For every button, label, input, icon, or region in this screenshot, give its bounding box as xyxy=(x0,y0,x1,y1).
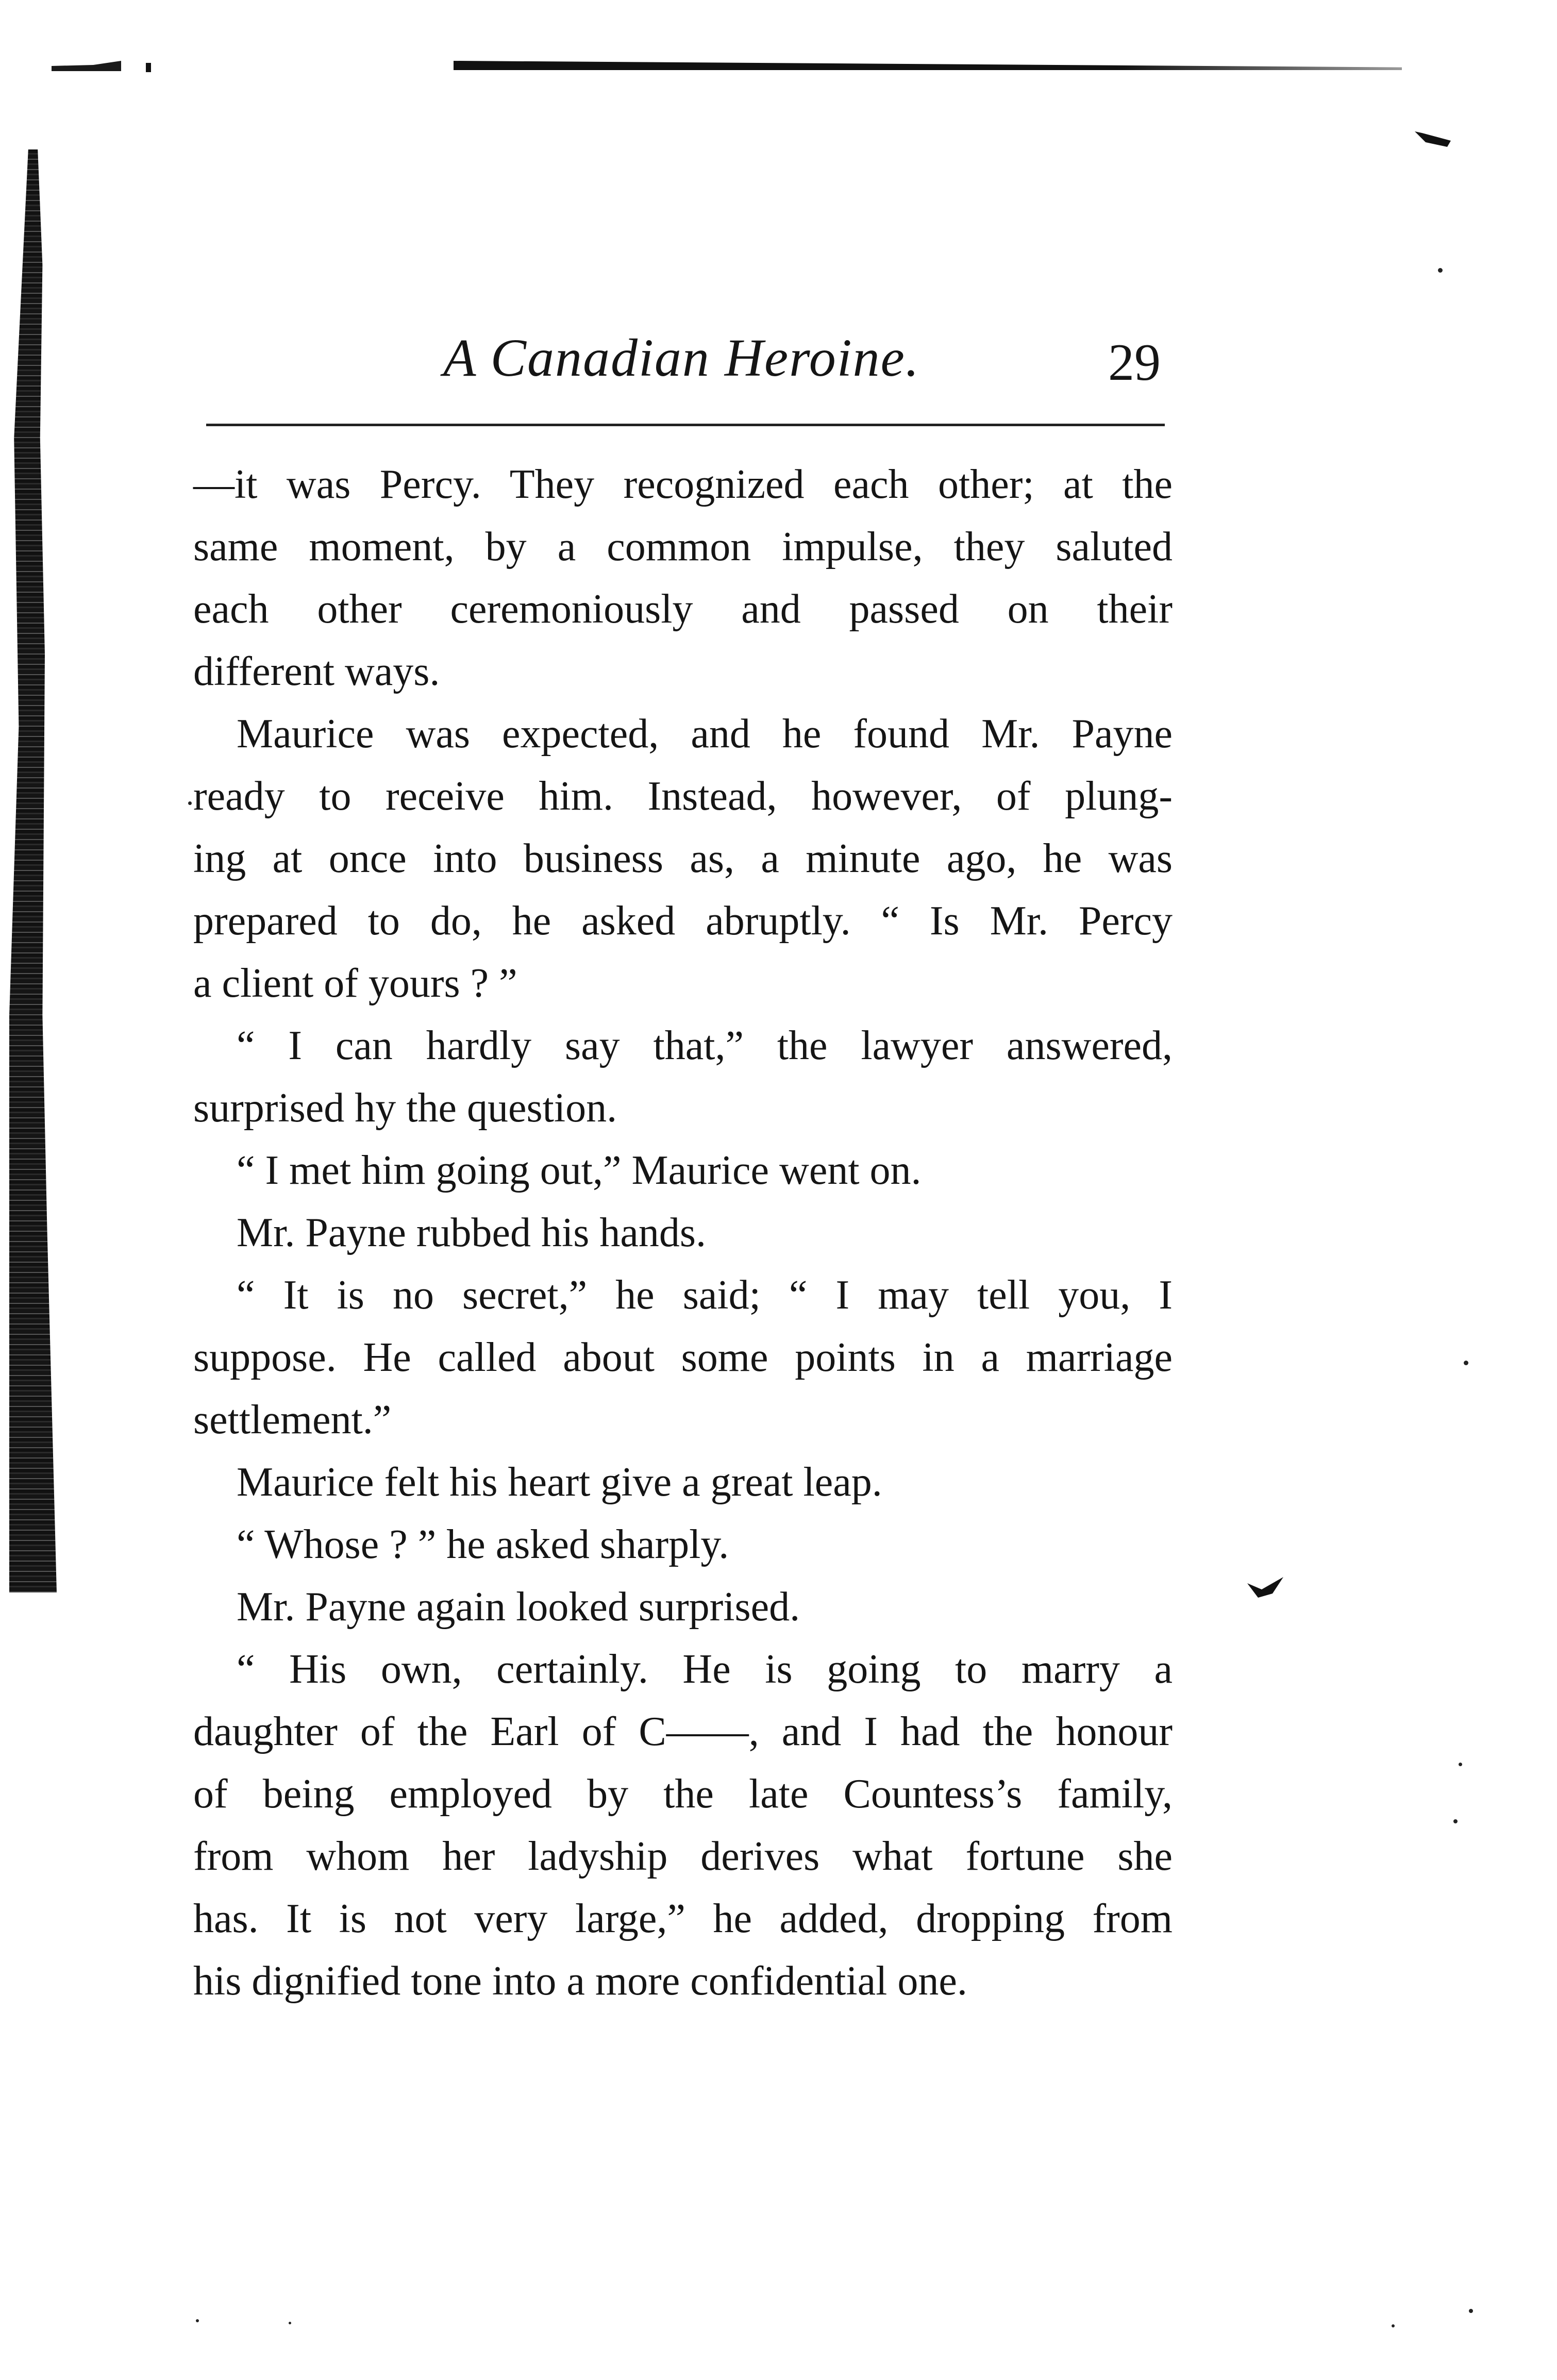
text-line: different ways. xyxy=(193,649,440,694)
page-number: 29 xyxy=(1108,333,1161,392)
body-text xyxy=(193,454,1173,2013)
text-line: “ I met him going out,” Maurice went on. xyxy=(237,1148,922,1193)
running-head-title: A Canadian Heroine. xyxy=(443,328,920,388)
scan-speck xyxy=(188,801,192,805)
text-line: “ It is no secret,” he said; “ I may tell you, I xyxy=(237,1272,1173,1318)
scan-artifact-top-left xyxy=(52,61,121,71)
text-line: Maurice was expected, and he found Mr. Payne xyxy=(237,711,1173,757)
running-head xyxy=(191,317,1170,394)
scan-speck xyxy=(1469,2309,1473,2313)
text-line: Maurice felt his heart give a great leap. xyxy=(237,1460,882,1505)
text-line: from whom her ladyship derives what fortune she xyxy=(193,1834,1173,1879)
text-line: has. It is not very large,” he added, dropping from xyxy=(193,1896,1173,1941)
scan-speck xyxy=(1464,1361,1468,1365)
scan-speck xyxy=(1453,1819,1458,1823)
scan-speck xyxy=(1438,268,1443,273)
scan-artifact-left-edge xyxy=(9,149,57,1593)
text-line: Mr. Payne rubbed his hands. xyxy=(237,1210,707,1255)
text-line: prepared to do, he asked abruptly. “ Is Mr. Percy xyxy=(193,898,1173,944)
text-line: “ Whose ? ” he asked sharply. xyxy=(237,1522,729,1567)
text-line: surprised hy the question. xyxy=(193,1085,617,1131)
text-line: “ His own, certainly. He is going to marry a xyxy=(237,1647,1173,1692)
text-line: his dignified tone into a more confidential one. xyxy=(193,1958,967,2004)
text-line: ing at once into business as, a minute ago, he was xyxy=(193,836,1173,881)
scan-speck xyxy=(289,2322,291,2324)
text-line: ready to receive him. Instead, however, of plung- xyxy=(193,774,1173,819)
text-line: daughter of the Earl of C——, and I had the honour xyxy=(193,1709,1173,1754)
text-line: of being employed by the late Countess’s family, xyxy=(193,1771,1173,1817)
scan-speck xyxy=(1392,2324,1395,2327)
text-line: each other ceremoniously and passed on their xyxy=(193,586,1173,632)
text-line: suppose. He called about some points in a marriage xyxy=(193,1335,1173,1380)
scan-artifact-top-dot xyxy=(146,63,151,72)
text-line: Mr. Payne again looked surprised. xyxy=(237,1584,800,1630)
scan-speck xyxy=(196,2319,199,2322)
scan-speck xyxy=(1459,1763,1462,1766)
text-line: settlement.” xyxy=(193,1397,392,1443)
scan-artifact-top-bar xyxy=(454,61,1402,70)
text-line: —it was Percy. They recognized each other; at the xyxy=(193,462,1173,507)
scan-artifact-mark-top-right xyxy=(1415,131,1451,147)
header-rule xyxy=(206,424,1165,426)
text-line: same moment, by a common impulse, they saluted xyxy=(193,524,1173,569)
text-line: a client of yours ? ” xyxy=(193,961,517,1006)
scan-artifact-mark-right xyxy=(1247,1577,1283,1598)
text-line: “ I can hardly say that,” the lawyer answered, xyxy=(237,1023,1173,1068)
